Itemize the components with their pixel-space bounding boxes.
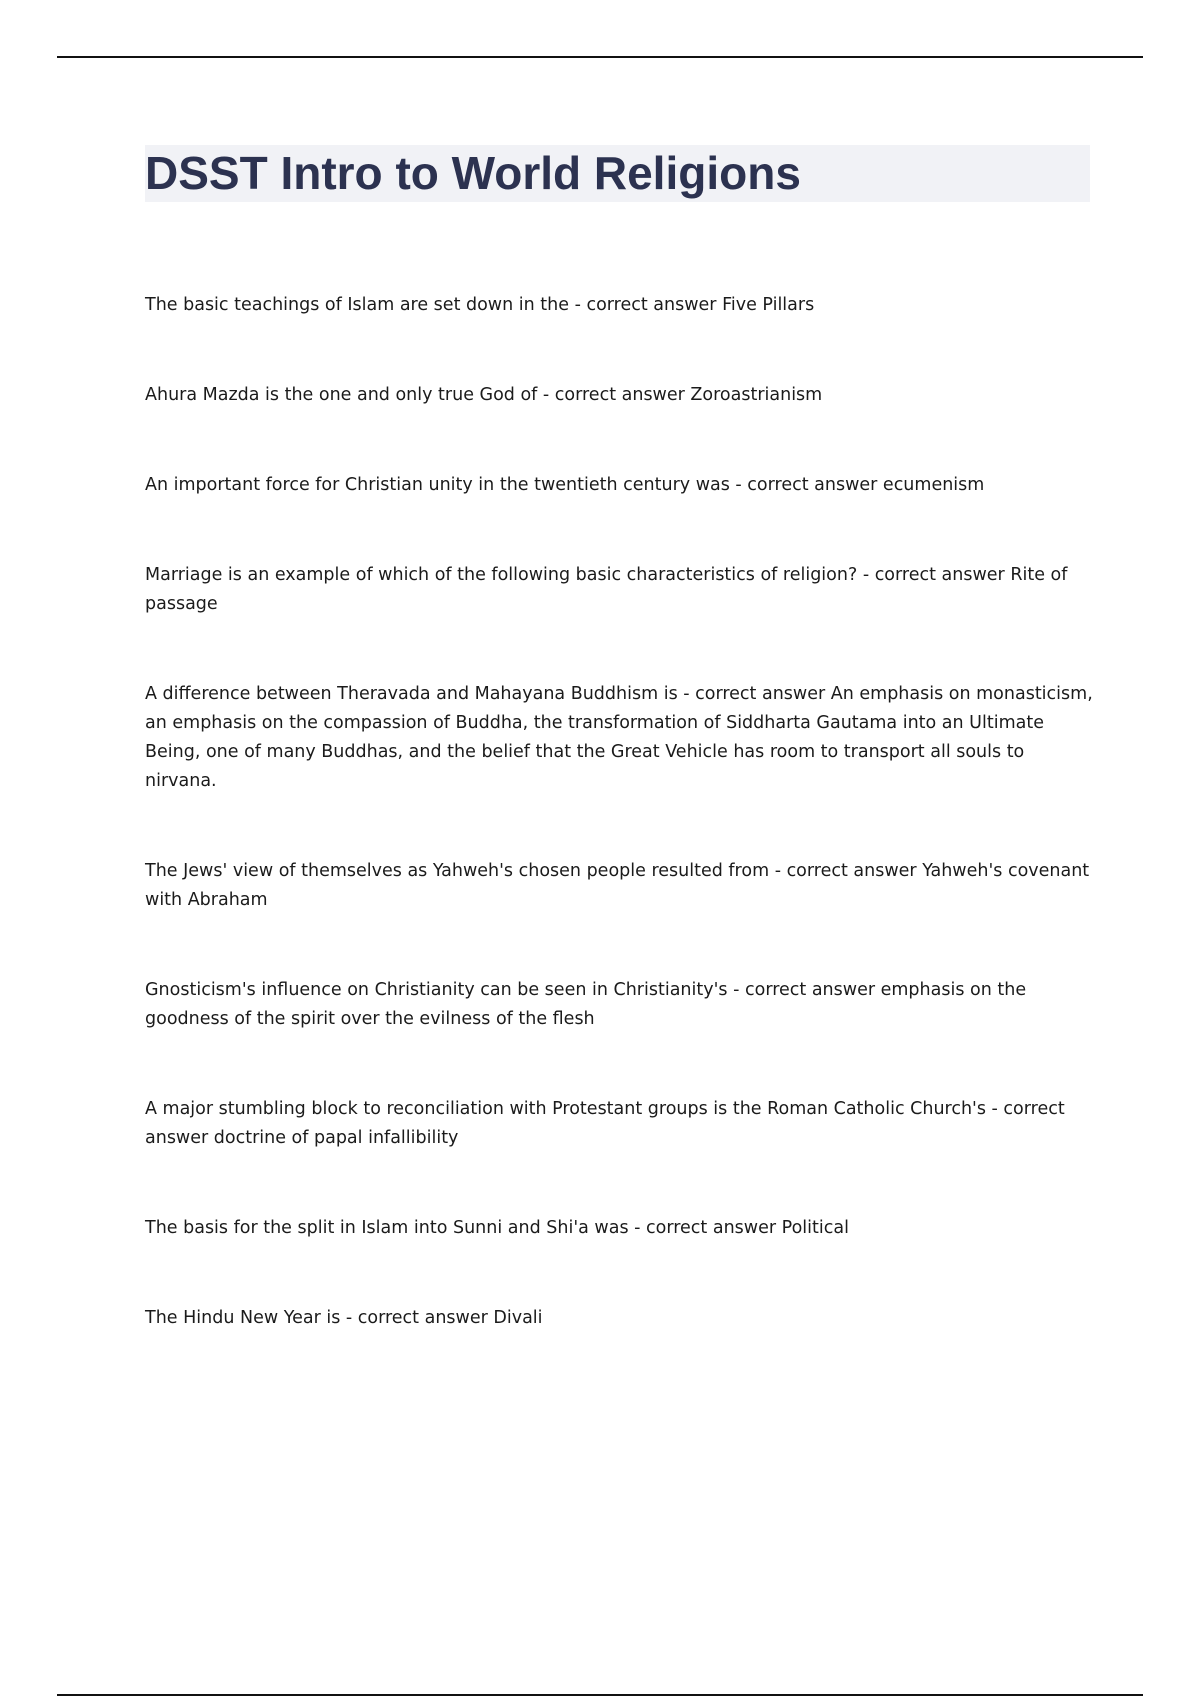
qa-answer: Five Pillars xyxy=(722,295,815,315)
qa-separator: - correct answer xyxy=(340,1308,494,1328)
qa-question: The basis for the split in Islam into Sunni and Shi'a was xyxy=(145,1218,629,1238)
qa-question: The Hindu New Year is xyxy=(145,1308,341,1328)
qa-list xyxy=(145,291,1095,1394)
qa-separator: - correct answer xyxy=(727,980,881,1000)
bottom-rule xyxy=(57,1694,1143,1696)
qa-separator: - correct answer xyxy=(569,295,723,315)
qa-answer: Political xyxy=(781,1218,849,1238)
qa-answer: Divali xyxy=(493,1308,543,1328)
qa-question: An important force for Christian unity in the twentieth century was xyxy=(145,475,730,495)
qa-item xyxy=(145,471,1095,500)
qa-question: The Jews' view of themselves as Yahweh's chosen people resulted from xyxy=(145,861,770,881)
qa-item xyxy=(145,1214,1095,1243)
qa-question: The basic teachings of Islam are set down in the xyxy=(145,295,570,315)
qa-item xyxy=(145,291,1095,320)
qa-item xyxy=(145,1095,1095,1153)
qa-item xyxy=(145,857,1095,915)
qa-answer: Rite of passage xyxy=(145,565,1068,614)
qa-item xyxy=(145,680,1095,796)
qa-question: Ahura Mazda is the one and only true God of xyxy=(145,385,538,405)
qa-question: A difference between Theravada and Mahayana Buddhism is xyxy=(145,684,678,704)
qa-item xyxy=(145,976,1095,1034)
qa-item xyxy=(145,381,1095,410)
qa-separator: - correct answer xyxy=(729,475,883,495)
qa-separator: - correct answer xyxy=(537,385,691,405)
qa-separator: - correct answer xyxy=(677,684,831,704)
qa-question: Gnosticism's influence on Christianity can be seen in Christianity's xyxy=(145,980,728,1000)
qa-answer: doctrine of papal infallibility xyxy=(213,1128,459,1148)
qa-answer: An emphasis on monasticism, an emphasis on the compassion of Buddha, the transformation of Siddharta Gautama into an Ultimate Being, one of many Buddhas, and the belief that the Great Vehicle has room to transport all souls to nirvana. xyxy=(145,684,1093,791)
qa-answer: Zoroastrianism xyxy=(690,385,823,405)
qa-separator: - correct answer xyxy=(145,1099,1065,1148)
qa-item xyxy=(145,561,1095,619)
qa-separator: - correct answer xyxy=(628,1218,782,1238)
qa-question: A major stumbling block to reconciliation with Protestant groups is the Roman Catholic Church's xyxy=(145,1099,986,1119)
qa-item xyxy=(145,1304,1095,1333)
qa-answer: emphasis on the goodness of the spirit over the evilness of the flesh xyxy=(145,980,1027,1029)
qa-separator: - correct answer xyxy=(769,861,923,881)
qa-answer: ecumenism xyxy=(882,475,985,495)
qa-answer: Yahweh's covenant with Abraham xyxy=(145,861,1090,910)
document-title: DSST Intro to World Religions xyxy=(145,147,801,199)
qa-question: Marriage is an example of which of the following basic characteristics of religion? xyxy=(145,565,858,585)
qa-separator: - correct answer xyxy=(857,565,1011,585)
top-rule xyxy=(57,56,1143,58)
